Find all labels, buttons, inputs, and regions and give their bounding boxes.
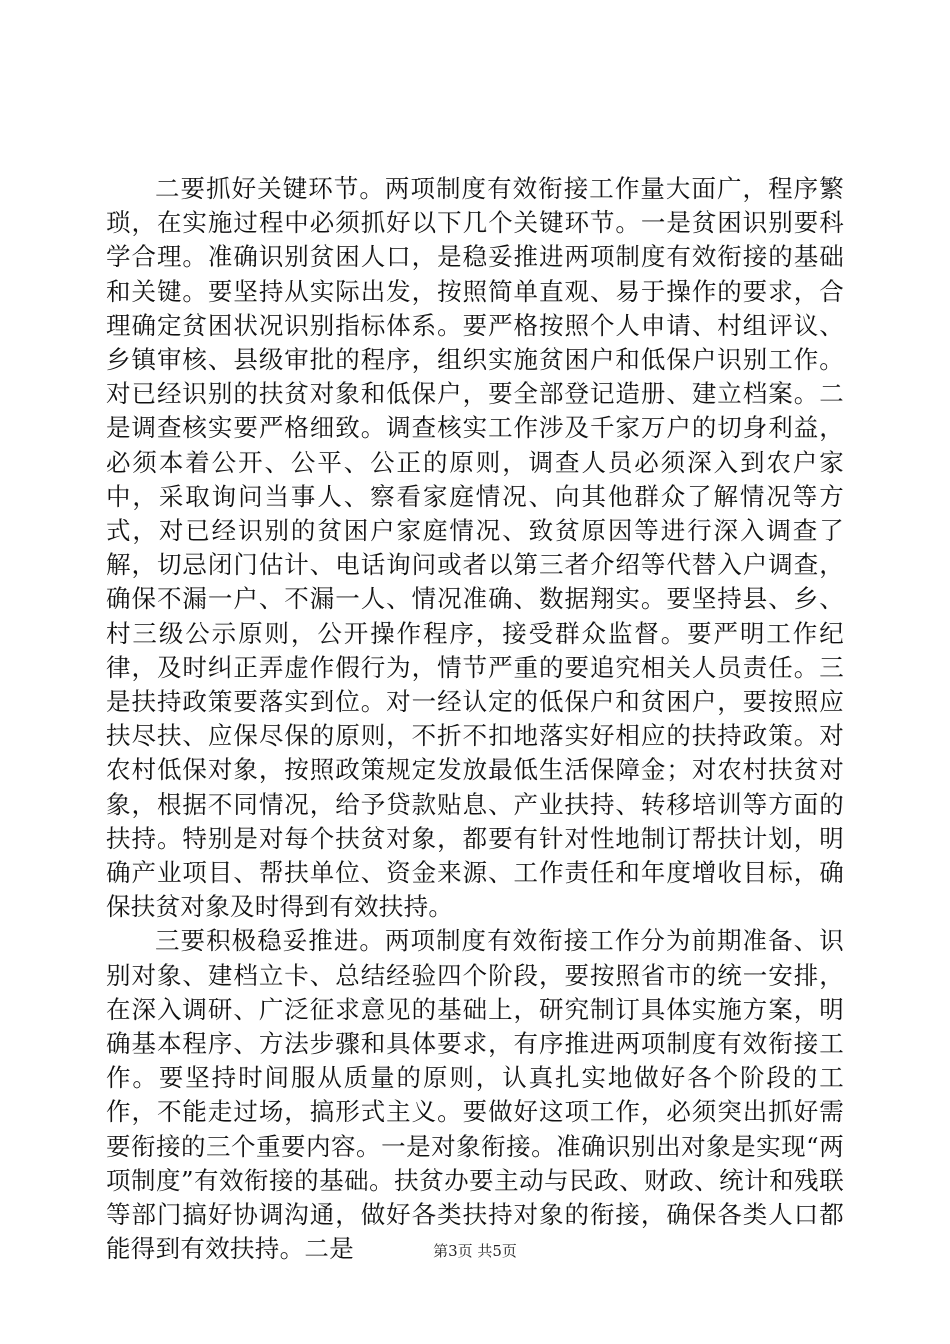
page-footer: 第3页 共5页 (433, 1242, 517, 1260)
body-text (106, 172, 844, 1267)
paragraph-steady-progress: 三要积极稳妥推进。两项制度有效衔接工作分为前期准备、识别对象、建档立卡、总结经验四个阶段，要按照省市的统一安排，在深入调研、广泛征求意见的基础上，研究制订具体实施方案，明确基本程序、方法步骤和具体要求，有序推进两项制度有效衔接工作。要坚持时间服从质量的原则，认真扎实地做好各个阶段的工作，不能走过场，搞形式主义。要做好这项工作，必须突出抓好需要衔接的三个重要内容。一是对象衔接。准确识别出对象是实现“两项制度”有效衔接的基础。扶贫办要主动与民政、财政、统计和残联等部门搞好协调沟通，做好各类扶持对象的衔接，确保各类人口都能得到有效扶持。二是 (106, 926, 844, 1264)
paragraph-key-links: 二要抓好关键环节。两项制度有效衔接工作量大面广，程序繁琐，在实施过程中必须抓好以下几个关键环节。一是贫困识别要科学合理。准确识别贫困人口，是稳妥推进两项制度有效衔接的基础和关键。要坚持从实际出发，按照简单直观、易于操作的要求，合理确定贫困状况识别指标体系。要严格按照个人申请、村组评议、乡镇审核、县级审批的程序，组织实施贫困户和低保户识别工作。对已经识别的扶贫对象和低保户，要全部登记造册、建立档案。二是调查核实要严格细致。调查核实工作涉及千家万户的切身利益，必须本着公开、公平、公正的原则，调查人员必须深入到农户家中，采取询问当事人、察看家庭情况、向其他群众了解情况等方式，对已经识别的贫困户家庭情况、致贫原因等进行深入调查了解，切忌闭门估计、电话询问或者以第三者介绍等代替入户调查，确保不漏一户、不漏一人、情况准确、数据翔实。要坚持县、乡、村三级公示原则，公开操作程序，接受群众监督。要严明工作纪律，及时纠正弄虚作假行为，情节严重的要追究相关人员责任。三是扶持政策要落实到位。对一经认定的低保户和贫困户，要按照应扶尽扶、应保尽保的原则，不折不扣地落实好相应的扶持政策。对农村低保对象，按照政策规定发放最低生活保障金；对农村扶贫对象，根据不同情况，给予贷款贴息、产业扶持、转移培训等方面的扶持。特别是对每个扶贫对象，都要有针对性地制订帮扶计划，明确产业项目、帮扶单位、资金来源、工作责任和年度增收目标，确保扶贫对象及时得到有效扶持。 (106, 174, 844, 922)
